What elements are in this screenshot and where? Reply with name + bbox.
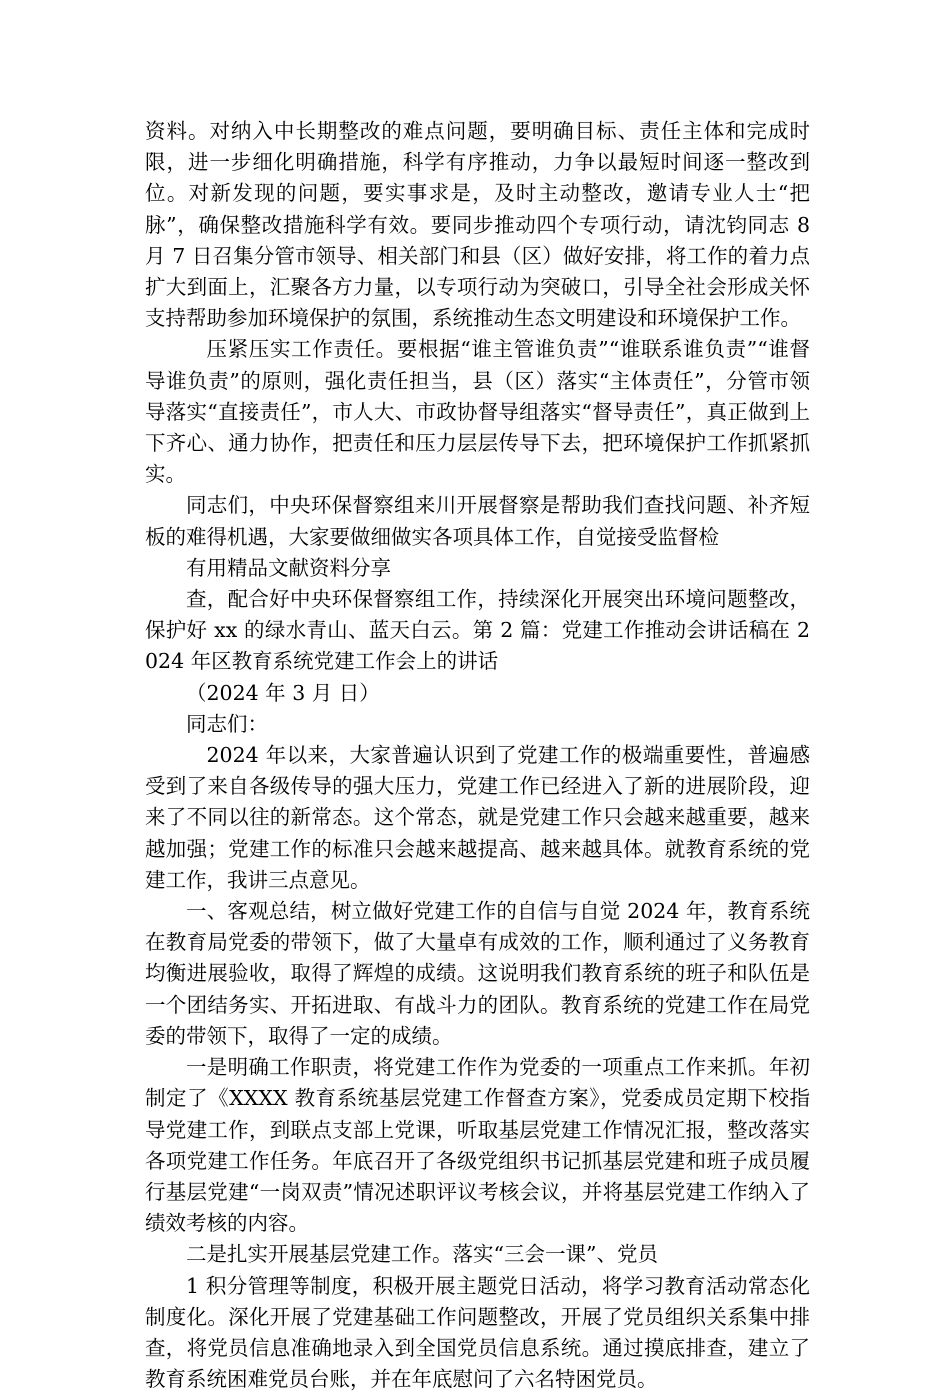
document-body: [145, 116, 810, 1395]
paragraph-point-two-continued: 1 积分管理等制度，积极开展主题党日活动，将学习教育活动常态化制度化。深化开展了党建基础工作问题整改，开展了党员组织关系集中排查，将党员信息准确地录入到全国党员信息系统。通过摸底排查，建立了教育系统困难党员台账，并在年底慰问了六名特困党员。: [145, 1273, 810, 1392]
paragraph-point-two: 二是扎实开展基层党建工作。落实“三会一课”、党员: [186, 1242, 658, 1267]
paragraph-party-building-intro: 2024 年以来，大家普遍认识到了党建工作的极端重要性，普遍感受到了来自各级传导的强大压力，党建工作已经进入了新的进展阶段，迎来了不同以往的新常态。这个常态，就是党建工作只会越来越重要，越来越加强；党建工作的标准只会越来越提高、越来越具体。就教育系统的党建工作，我讲三点意见。: [145, 743, 810, 892]
paragraph-comrades-inspection: 同志们，中央环保督察组来川开展督察是帮助我们查找问题、补齐短板的难得机遇，大家要做细做实各项具体工作，自觉接受监督检: [145, 493, 810, 549]
paragraph-speech-date: （2024 年 3 月 日）: [186, 680, 380, 705]
paragraph-salutation: 同志们：: [186, 711, 268, 736]
paragraph-rectification-materials: 资料。对纳入中长期整改的难点问题，要明确目标、责任主体和完成时限，进一步细化明确措施，科学有序推动，力争以最短时间逐一整改到位。对新发现的问题，要实事求是，及时主动整改，邀请专业人士“把脉”，确保整改措施科学有效。要同步推动四个专项行动，请沈钧同志 8 月 7 日召集分管市领导、相关部门和县（区）做好安排，将工作的着力点扩大到面上，汇聚各方力量，以专项行动为突破口，引导全社会形成关怀支持帮助参加环境保护的氛围，系统推动生态文明建设和环境保护工作。: [145, 119, 810, 331]
paragraph-work-responsibility: 压紧压实工作责任。要根据“谁主管谁负责”“谁联系谁负责”“谁督导谁负责”的原则，强化责任担当，县（区）落实“主体责任”，分管市领导落实“直接责任”，市人大、市政协督导组落实“督导责任”，真正做到上下齐心、通力协作，把责任和压力层层传导下去，把环境保护工作抓紧抓实。: [145, 337, 810, 487]
paragraph-shared-resource-note: 有用精品文献资料分享: [186, 555, 391, 580]
paragraph-section-one: 一、客观总结，树立做好党建工作的自信与自觉 2024 年，教育系统在教育局党委的带领下，做了大量卓有成效的工作，顺利通过了义务教育均衡进展验收，取得了辉煌的成绩。这说明我们教育系统的班子和队伍是一个团结务实、开拓进取、有战斗力的团队。教育系统的党建工作在局党委的带领下，取得了一定的成绩。: [145, 899, 810, 1048]
paragraph-cooperate-inspection: 查，配合好中央环保督察组工作，持续深化开展突出环境问题整改，保护好 xx 的绿水青山、蓝天白云。第 2 篇：党建工作推动会讲话稿在 2024 年区教育系统党建工作会上的讲话: [145, 587, 810, 674]
paragraph-point-one: 一是明确工作职责，将党建工作作为党委的一项重点工作来抓。年初制定了《XXXX 教育系统基层党建工作督查方案》，党委成员定期下校指导党建工作，到联点支部上党课，听取基层党建工作情况汇报，整改落实各项党建工作任务。年底召开了各级党组织书记抓基层党建和班子成员履行基层党建“一岗双责”情况述职评议考核会议，并将基层党建工作纳入了绩效考核的内容。: [145, 1055, 810, 1236]
